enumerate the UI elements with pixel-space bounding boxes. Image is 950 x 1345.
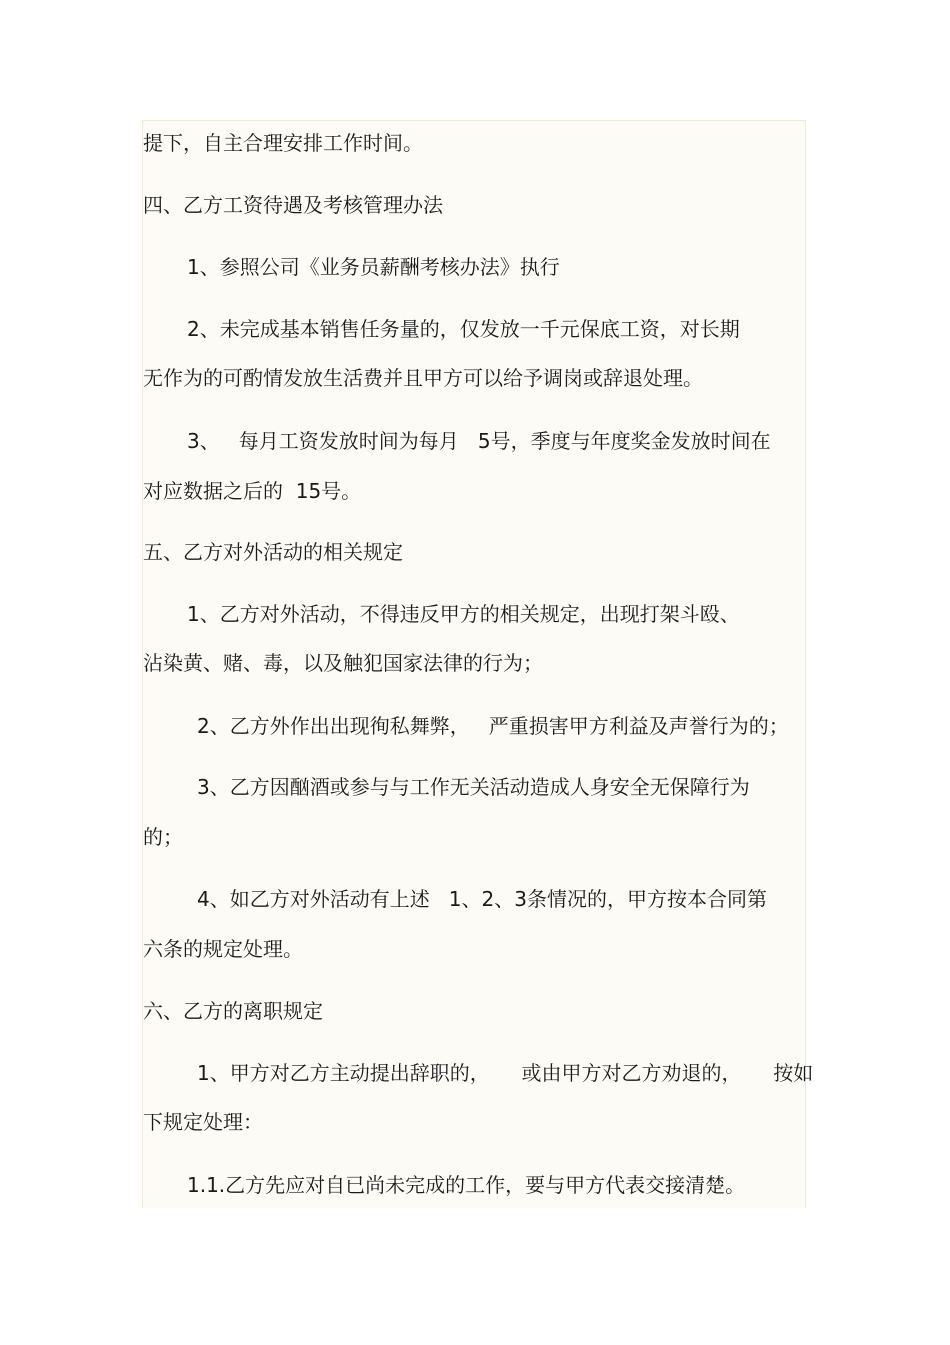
paragraph-line: 3、 每月工资发放时间为每月 5号，季度与年度奖金发放时间在 <box>187 429 771 453</box>
section-heading: 五、乙方对外活动的相关规定 <box>143 540 403 564</box>
paragraph-line: 沾染黄、赌、毒，以及触犯国家法律的行为； <box>143 651 543 675</box>
paragraph-line: 的； <box>143 825 183 849</box>
paragraph-line: 3、乙方因酗酒或参与与工作无关活动造成人身安全无保障行为 <box>197 775 750 799</box>
paragraph-line: 六条的规定处理。 <box>143 937 303 961</box>
paragraph-line: 下规定处理： <box>143 1110 263 1134</box>
section-heading: 四、乙方工资待遇及考核管理办法 <box>143 193 443 217</box>
paragraph-line: 1、甲方对乙方主动提出辞职的， 或由甲方对乙方劝退的， 按如 <box>197 1061 814 1085</box>
paragraph-line: 1、参照公司《业务员薪酬考核办法》执行 <box>187 255 560 279</box>
paragraph-line: 对应数据之后的 15号。 <box>143 479 362 503</box>
paragraph-line: 4、如乙方对外活动有上述 1、2、3条情况的，甲方按本合同第 <box>197 887 767 911</box>
section-heading: 六、乙方的离职规定 <box>143 999 323 1023</box>
paragraph-line: 2、乙方外作出出现徇私舞弊， 严重损害甲方利益及声誉行为的； <box>197 714 789 738</box>
paragraph-line: 2、未完成基本销售任务量的，仅发放一千元保底工资，对长期 <box>187 317 740 341</box>
paragraph-line: 提下，自主合理安排工作时间。 <box>143 131 423 155</box>
paragraph-line: 无作为的可酌情发放生活费并且甲方可以给予调岗或辞退处理。 <box>143 366 703 390</box>
paragraph-line: 1.1.乙方先应对自已尚未完成的工作，要与甲方代表交接清楚。 <box>187 1173 746 1197</box>
paragraph-line: 1、乙方对外活动，不得违反甲方的相关规定，出现打架斗殴、 <box>187 602 740 626</box>
